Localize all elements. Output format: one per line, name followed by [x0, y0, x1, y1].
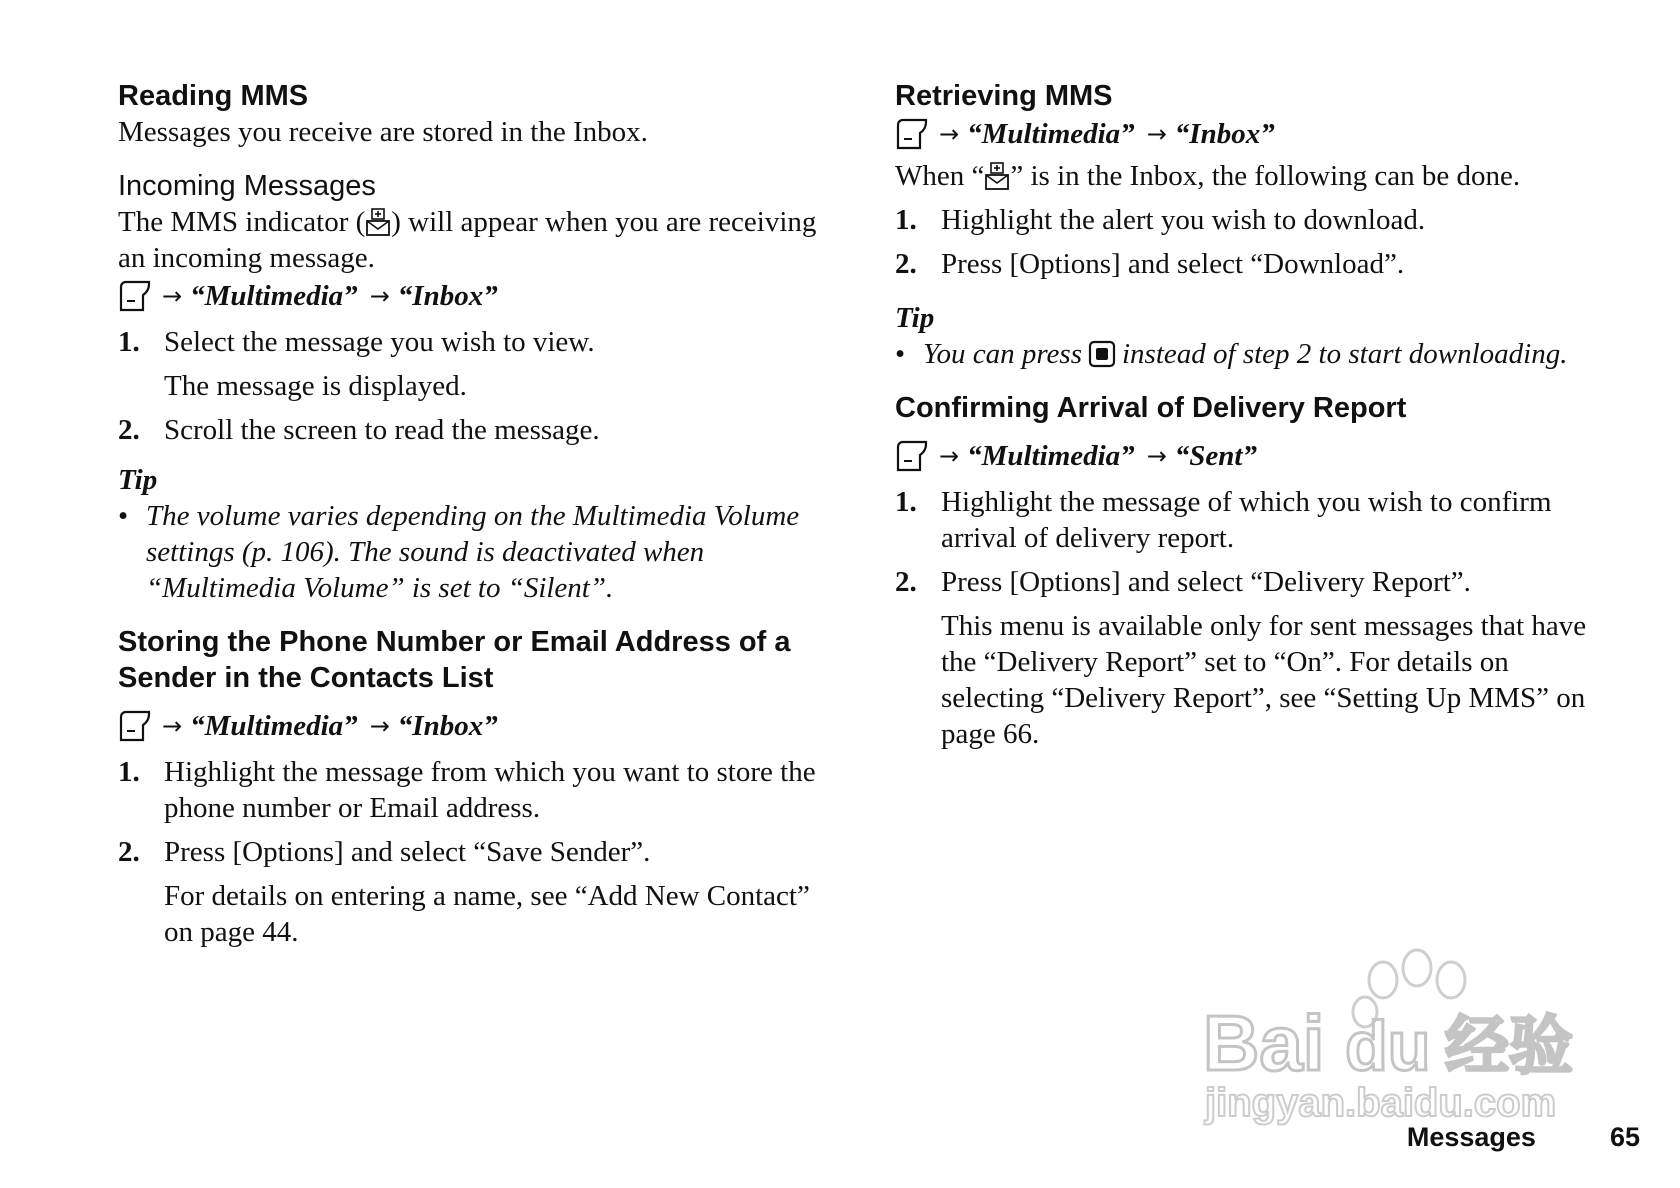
page-footer: [1407, 1122, 1640, 1153]
storing-sender-heading: Storing the Phone Number or Email Address of a Sender in the Contacts List: [118, 626, 791, 694]
svg-text:du: du: [1345, 1007, 1431, 1085]
reading-mms-heading: Reading MMS: [118, 80, 309, 112]
footer-section: Messages: [1406, 1122, 1536, 1152]
list-item: 2. Press [Options] and select “Delivery Report”. This menu is available only for sent messages that have the “Delivery Report” set to “On”. For details on selecting “Delivery Report”, see “Setting Up MMS” on page 66.: [895, 566, 1587, 750]
tip-item: • You can press instead of step 2 to start downloading.: [895, 338, 1568, 370]
center-key-icon: [1088, 340, 1116, 368]
page-number: 65: [1609, 1122, 1640, 1152]
menu-key-icon: [118, 709, 152, 743]
retrieving-mms-heading: Retrieving MMS: [895, 80, 1113, 112]
reading-mms-intro: Messages you receive are stored in the Inbox.: [118, 116, 648, 148]
list-item: 1. Highlight the message from which you want to store the phone number or Email address.: [118, 756, 816, 824]
mms-envelope-icon: [365, 207, 391, 237]
incoming-steps: [118, 324, 830, 448]
list-item: 1. Highlight the alert you wish to download.: [895, 204, 1426, 236]
tip-item: • The volume varies depending on the Multimedia Volume settings (p. 106). The sound is deactivated when “Multimedia Volume” is set to “Silent”.: [118, 500, 800, 604]
tip-list: [895, 336, 1610, 372]
retrieving-nav-path: → “Multimedia” → “Inbox”: [895, 114, 1610, 154]
svg-text:Bai: Bai: [1203, 999, 1325, 1087]
list-item: 1. Highlight the message of which you wish to confirm arrival of delivery report.: [895, 486, 1552, 554]
list-item: 2. Press [Options] and select “Download”.: [895, 248, 1405, 280]
svg-text:jingyan.baidu.com: jingyan.baidu.com: [1205, 1081, 1557, 1125]
mms-envelope-icon: [984, 161, 1010, 191]
incoming-nav-path: → “Multimedia” → “Inbox”: [118, 276, 830, 316]
tip-title: Tip: [118, 464, 158, 496]
retrieving-when-text: When “ ” is in the Inbox, the following can be done.: [895, 160, 1521, 192]
incoming-messages-heading: Incoming Messages: [118, 170, 376, 202]
svg-text:经验: 经验: [1445, 1010, 1573, 1084]
baidu-watermark-logo: [1195, 940, 1595, 1130]
list-item: 2. Press [Options] and select “Save Sender”. For details on entering a name, see “Add New Contact” on page 44.: [118, 836, 810, 948]
menu-key-icon: [895, 439, 929, 473]
menu-key-icon: [895, 117, 929, 151]
list-item: 2. Scroll the screen to read the message.: [118, 414, 600, 446]
tip-title: Tip: [895, 302, 935, 334]
confirming-nav-path: → “Multimedia” → “Sent”: [895, 436, 1610, 476]
storing-steps: [118, 754, 830, 950]
right-column: [895, 78, 1610, 752]
left-column: [118, 78, 830, 950]
list-item: 1. Select the message you wish to view. The message is displayed.: [118, 326, 595, 402]
confirming-delivery-heading: Confirming Arrival of Delivery Report: [895, 392, 1407, 424]
incoming-messages-text: The MMS indicator ( ) will appear when you are receiving an incoming message.: [118, 206, 817, 274]
menu-key-icon: [118, 279, 152, 313]
retrieving-steps: [895, 202, 1610, 282]
confirming-steps: [895, 484, 1610, 752]
storing-nav-path: → “Multimedia” → “Inbox”: [118, 706, 830, 746]
tip-list: [118, 498, 830, 606]
